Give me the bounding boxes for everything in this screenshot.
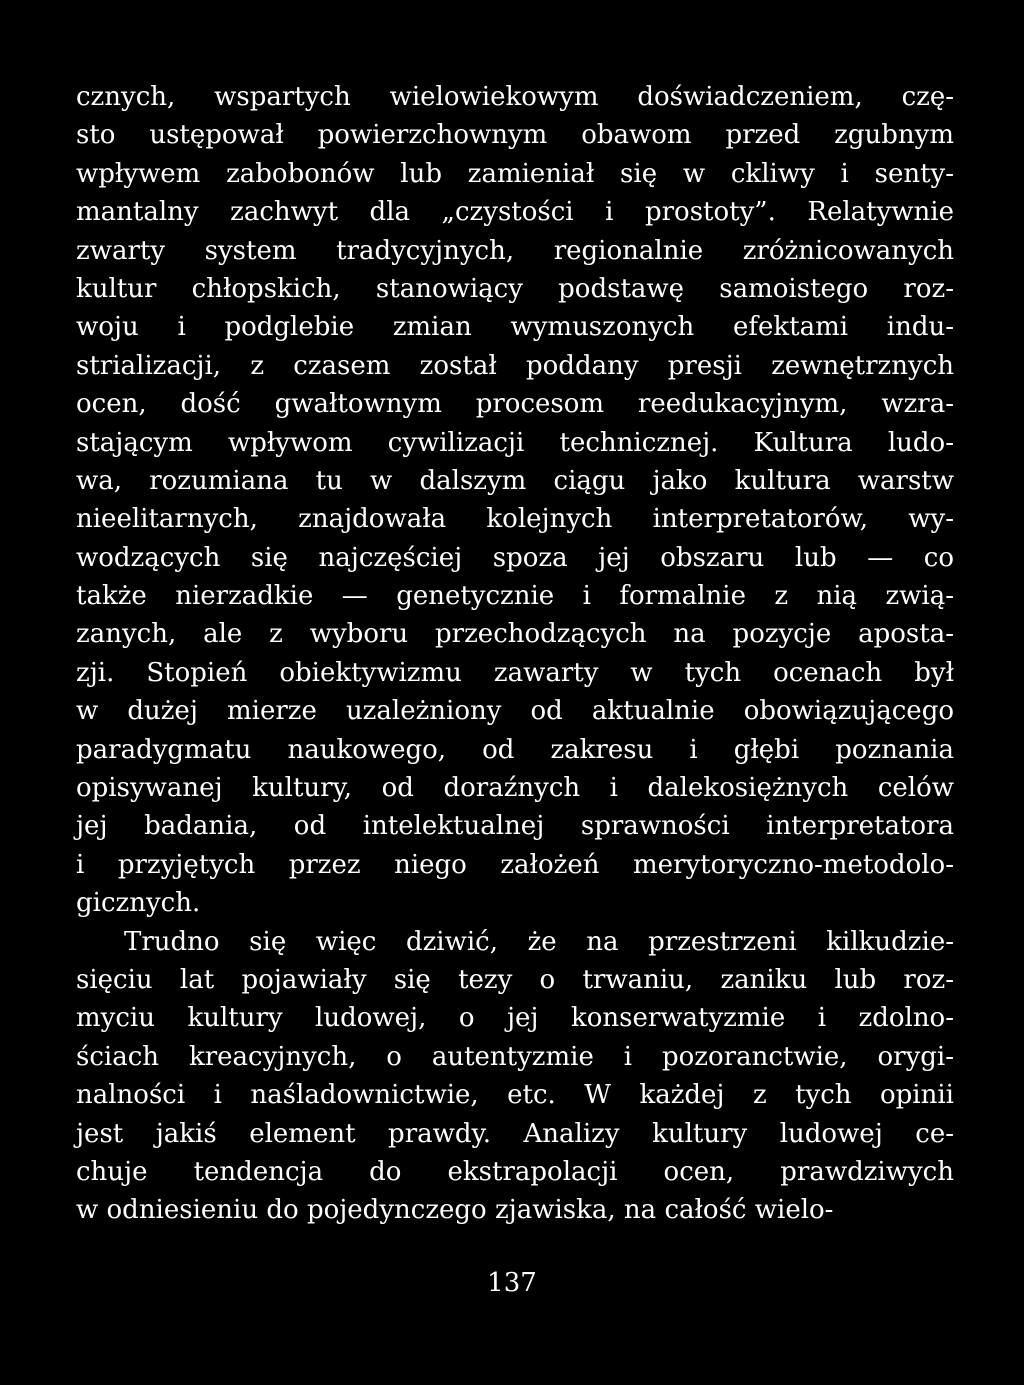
text-line: myciu kultury ludowej, o jej konserwatyzmie i zdolno- <box>76 1003 954 1034</box>
text-line: sto ustępował powierzchownym obawom przed zgubnym <box>76 120 954 151</box>
text-line: zwarty system tradycyjnych, regionalnie zróżnicowanych <box>76 235 954 266</box>
text-line: chuje tendencja do ekstrapolacji ocen, prawdziwych <box>76 1156 954 1187</box>
text-line: nalności i naśladownictwie, etc. W każdej z tych opinii <box>76 1080 954 1111</box>
text-line: ocen, dość gwałtownym procesom reedukacyjnym, wzra- <box>76 389 954 420</box>
text-line: cznych, wspartych wielowiekowym doświadczeniem, czę- <box>76 82 954 112</box>
text-line: ściach kreacyjnych, o autentyzmie i pozoranctwie, orygi- <box>76 1041 954 1072</box>
text-line: zji. Stopień obiektywizmu zawarty w tych ocenach był <box>76 657 954 688</box>
text-line: gicznych. <box>76 888 201 919</box>
text-line: paradygmatu naukowego, od zakresu i głębi poznania <box>76 734 954 765</box>
page-number: 137 <box>487 1268 537 1298</box>
text-line: nieelitarnych, znajdowała kolejnych interpretatorów, wy- <box>76 504 954 535</box>
text-line: jest jakiś element prawdy. Analizy kultury ludowej ce- <box>76 1118 954 1149</box>
text-line: w odniesieniu do pojedynczego zjawiska, na całość wielo- <box>76 1195 834 1226</box>
text-line: sięciu lat pojawiały się tezy o trwaniu, zaniku lub roz- <box>76 964 954 995</box>
text-line: i przyjętych przez niego założeń merytoryczno-metodolo- <box>76 849 954 880</box>
text-line: jej badania, od intelektualnej sprawności interpretatora <box>76 811 954 842</box>
text-line: Trudno się więc dziwić, że na przestrzeni kilkudzie- <box>124 926 954 957</box>
text-line: mantalny zachwyt dla „czystości i prostoty”. Relatywnie <box>76 197 954 228</box>
paragraph <box>76 923 954 1230</box>
text-line: w dużej mierze uzależniony od aktualnie obowiązującego <box>76 696 954 727</box>
text-line: zanych, ale z wyboru przechodzących na pozycje aposta- <box>76 619 954 650</box>
paragraph <box>76 78 954 923</box>
text-line: wpływem zabobonów lub zamieniał się w ckliwy i senty- <box>76 158 954 189</box>
text-line: wodzących się najczęściej spoza jej obszaru lub — co <box>76 542 954 573</box>
body-text <box>76 78 954 1230</box>
text-line: wa, rozumiana tu w dalszym ciągu jako kultura warstw <box>76 465 954 496</box>
text-line: opisywanej kultury, od doraźnych i dalekosiężnych celów <box>76 773 954 804</box>
text-line: także nierzadkie — genetycznie i formalnie z nią zwią- <box>76 581 954 612</box>
text-line: woju i podglebie zmian wymuszonych efektami indu- <box>76 312 954 343</box>
text-line: strializacji, z czasem został poddany presji zewnętrznych <box>76 350 954 381</box>
text-line: kultur chłopskich, stanowiący podstawę samoistego roz- <box>76 273 954 304</box>
text-line: stającym wpływom cywilizacji technicznej. Kultura ludo- <box>76 427 954 458</box>
